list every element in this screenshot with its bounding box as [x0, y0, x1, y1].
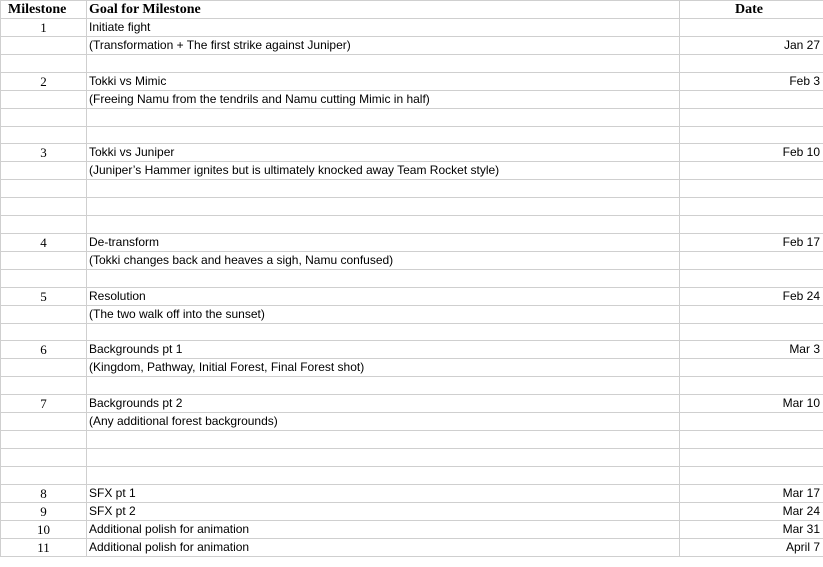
- date-cell[interactable]: Jan 27: [680, 37, 823, 55]
- milestone-cell[interactable]: 9: [1, 502, 87, 520]
- table-row: [1, 431, 823, 449]
- date-header[interactable]: Date: [680, 1, 823, 19]
- milestone-cell[interactable]: [1, 413, 87, 431]
- milestone-cell[interactable]: 6: [1, 341, 87, 359]
- table-row: [1, 466, 823, 484]
- goal-cell[interactable]: [87, 431, 680, 449]
- milestone-cell[interactable]: [1, 215, 87, 233]
- table-row: [1, 55, 823, 73]
- milestone-cell[interactable]: [1, 162, 87, 180]
- goal-cell[interactable]: (The two walk off into the sunset): [87, 305, 680, 323]
- milestone-cell[interactable]: 7: [1, 395, 87, 413]
- goal-cell[interactable]: Backgrounds pt 2: [87, 395, 680, 413]
- milestone-cell[interactable]: 3: [1, 144, 87, 162]
- milestone-cell[interactable]: [1, 431, 87, 449]
- milestone-cell[interactable]: [1, 466, 87, 484]
- date-cell[interactable]: [680, 251, 823, 269]
- milestone-cell[interactable]: [1, 180, 87, 198]
- goal-cell[interactable]: [87, 55, 680, 73]
- table-row: [1, 359, 823, 377]
- goal-cell[interactable]: Initiate fight: [87, 19, 680, 37]
- goal-cell[interactable]: Backgrounds pt 1: [87, 341, 680, 359]
- goal-cell[interactable]: [87, 269, 680, 287]
- goal-cell[interactable]: [87, 377, 680, 395]
- goal-cell[interactable]: SFX pt 2: [87, 502, 680, 520]
- date-cell[interactable]: Mar 31: [680, 520, 823, 538]
- goal-cell[interactable]: De-transform: [87, 233, 680, 251]
- table-row: [1, 251, 823, 269]
- date-cell[interactable]: [680, 431, 823, 449]
- table-row: [1, 162, 823, 180]
- date-cell[interactable]: Mar 3: [680, 341, 823, 359]
- date-cell[interactable]: [680, 198, 823, 216]
- date-cell[interactable]: [680, 19, 823, 37]
- table-row: [1, 323, 823, 341]
- table-row: [1, 215, 823, 233]
- milestone-cell[interactable]: [1, 359, 87, 377]
- goal-header[interactable]: Goal for Milestone: [87, 1, 680, 19]
- date-cell[interactable]: [680, 466, 823, 484]
- goal-cell[interactable]: (Freeing Namu from the tendrils and Namu cutting Mimic in half): [87, 90, 680, 108]
- table-row: [1, 287, 823, 305]
- table-row: [1, 233, 823, 251]
- goal-cell[interactable]: [87, 323, 680, 341]
- date-cell[interactable]: Mar 24: [680, 502, 823, 520]
- table-row: [1, 90, 823, 108]
- date-cell[interactable]: [680, 269, 823, 287]
- goal-cell[interactable]: Tokki vs Juniper: [87, 144, 680, 162]
- date-cell[interactable]: [680, 305, 823, 323]
- milestone-cell[interactable]: [1, 108, 87, 126]
- date-cell[interactable]: [680, 55, 823, 73]
- table-row: [1, 520, 823, 538]
- table-row: [1, 198, 823, 216]
- table-row: [1, 538, 823, 556]
- date-cell[interactable]: [680, 448, 823, 466]
- date-cell[interactable]: [680, 108, 823, 126]
- table-row: [1, 37, 823, 55]
- milestone-cell[interactable]: [1, 448, 87, 466]
- goal-cell[interactable]: (Transformation + The first strike against Juniper): [87, 37, 680, 55]
- table-row: [1, 126, 823, 144]
- goal-cell[interactable]: Additional polish for animation: [87, 538, 680, 556]
- milestone-cell[interactable]: [1, 198, 87, 216]
- header-row: [1, 1, 823, 19]
- date-cell[interactable]: [680, 90, 823, 108]
- table-row: [1, 341, 823, 359]
- milestone-cell[interactable]: 2: [1, 72, 87, 90]
- goal-cell[interactable]: [87, 108, 680, 126]
- table-row: [1, 484, 823, 502]
- goal-cell[interactable]: Tokki vs Mimic: [87, 72, 680, 90]
- table-row: [1, 502, 823, 520]
- goal-cell[interactable]: Resolution: [87, 287, 680, 305]
- date-cell[interactable]: Mar 10: [680, 395, 823, 413]
- milestone-cell[interactable]: [1, 90, 87, 108]
- milestone-cell[interactable]: [1, 55, 87, 73]
- date-cell[interactable]: [680, 359, 823, 377]
- milestone-cell[interactable]: [1, 37, 87, 55]
- table-row: [1, 395, 823, 413]
- goal-cell[interactable]: (Any additional forest backgrounds): [87, 413, 680, 431]
- milestone-cell[interactable]: [1, 126, 87, 144]
- table-row: [1, 305, 823, 323]
- goal-cell[interactable]: (Juniper’s Hammer ignites but is ultimately knocked away Team Rocket style): [87, 162, 680, 180]
- date-cell[interactable]: April 7: [680, 538, 823, 556]
- milestone-cell[interactable]: [1, 251, 87, 269]
- date-cell[interactable]: [680, 323, 823, 341]
- date-cell[interactable]: Feb 10: [680, 144, 823, 162]
- table-row: [1, 108, 823, 126]
- milestone-cell[interactable]: [1, 305, 87, 323]
- goal-cell[interactable]: Additional polish for animation: [87, 520, 680, 538]
- milestone-cell[interactable]: [1, 269, 87, 287]
- goal-cell[interactable]: [87, 126, 680, 144]
- milestone-cell[interactable]: 1: [1, 19, 87, 37]
- date-cell[interactable]: Feb 17: [680, 233, 823, 251]
- date-cell[interactable]: [680, 413, 823, 431]
- milestone-cell[interactable]: 10: [1, 520, 87, 538]
- goal-cell[interactable]: (Tokki changes back and heaves a sigh, Namu confused): [87, 251, 680, 269]
- table-row: [1, 19, 823, 37]
- goal-cell[interactable]: [87, 180, 680, 198]
- date-cell[interactable]: Mar 17: [680, 484, 823, 502]
- milestone-cell[interactable]: 8: [1, 484, 87, 502]
- goal-cell[interactable]: [87, 448, 680, 466]
- milestone-cell[interactable]: [1, 377, 87, 395]
- goal-cell[interactable]: [87, 198, 680, 216]
- table-row: [1, 72, 823, 90]
- milestone-header[interactable]: Milestone: [1, 1, 87, 19]
- date-cell[interactable]: [680, 162, 823, 180]
- milestone-cell[interactable]: [1, 323, 87, 341]
- date-cell[interactable]: [680, 377, 823, 395]
- table-row: [1, 413, 823, 431]
- goal-cell[interactable]: [87, 215, 680, 233]
- date-cell[interactable]: [680, 215, 823, 233]
- milestone-cell[interactable]: 5: [1, 287, 87, 305]
- goal-cell[interactable]: (Kingdom, Pathway, Initial Forest, Final Forest shot): [87, 359, 680, 377]
- goal-cell[interactable]: SFX pt 1: [87, 484, 680, 502]
- date-cell[interactable]: Feb 24: [680, 287, 823, 305]
- table-row: [1, 448, 823, 466]
- date-cell[interactable]: [680, 126, 823, 144]
- date-cell[interactable]: Feb 3: [680, 72, 823, 90]
- table-row: [1, 144, 823, 162]
- milestone-cell[interactable]: 11: [1, 538, 87, 556]
- date-cell[interactable]: [680, 180, 823, 198]
- table-row: [1, 269, 823, 287]
- table-row: [1, 180, 823, 198]
- table-row: [1, 377, 823, 395]
- milestone-cell[interactable]: 4: [1, 233, 87, 251]
- goal-cell[interactable]: [87, 466, 680, 484]
